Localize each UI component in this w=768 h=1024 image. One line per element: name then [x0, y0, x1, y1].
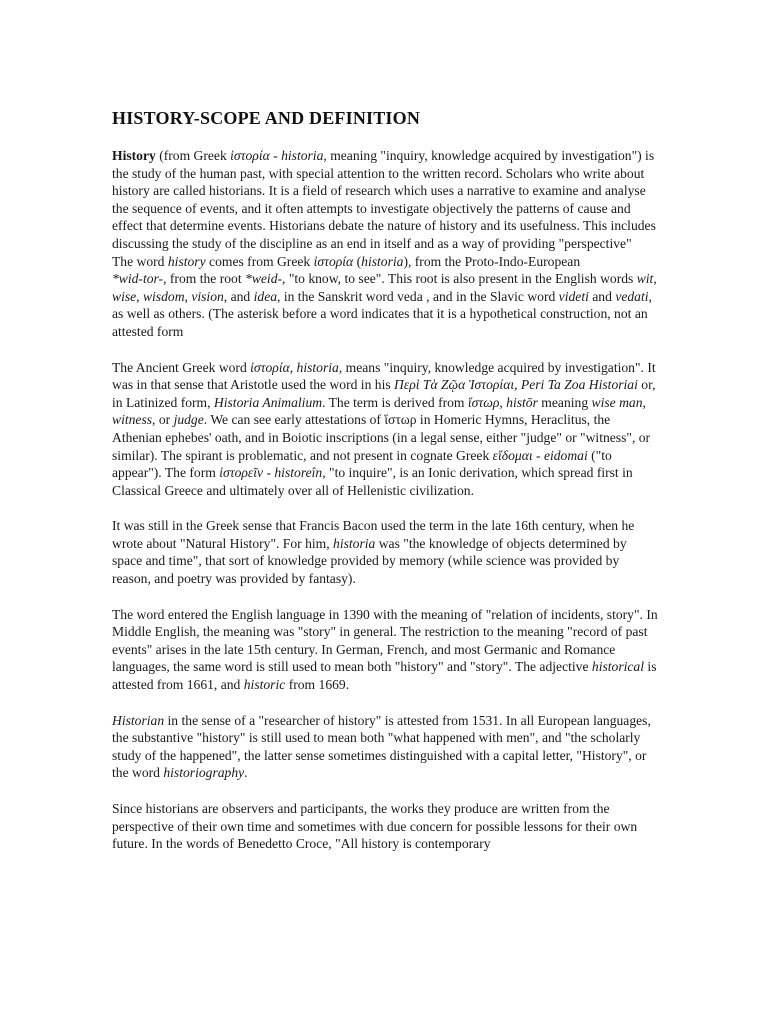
paragraph-english-language: The word entered the English language in 1390 with the meaning of "relation of incidents, story". In Middle English, the meaning was "story" in general. The restriction to the meaning "record of past events" arises in the late 15th century. In German, French, and most Germanic and Romance languages, the same word is still used to mean both "history" and "story". The adjective historical is attested from 1661, and historic from 1669.: [112, 606, 658, 693]
latin-word: historia: [281, 148, 324, 163]
paragraph-word-origin: The word history comes from Greek ἱστορία (historia), from the Proto-Indo-European *wid-tor-, from the root *weid-, "to know, to see". This root is also present in the English words wit, wise, wisdom, vision, and idea, in the Sanskrit word veda , and in the Slavic word videti and vedati, as well as others. (The asterisk before a word indicates that it is a hypothetical construction, not an attested form: [112, 253, 657, 339]
paragraph-observers: Since historians are observers and participants, the works they produce are written from the perspective of their own time and sometimes with due concern for possible lessons for their own future. In the words of Benedetto Croce, "All history is contemporary: [112, 801, 638, 852]
document-title: HISTORY-SCOPE AND DEFINITION: [112, 108, 421, 128]
term-history: History: [112, 148, 156, 163]
greek-word: ἱστορία: [230, 148, 270, 163]
paragraph-historian: Historian in the sense of a "researcher of history" is attested from 1531. In all European languages, the substantive "history" is still used to mean both "what happened with men", and "the scholarly study of the happened", the latter sense sometimes distinguished with a capital letter, "History", or the word historiography.: [112, 712, 651, 781]
greek-title: Περὶ Τὰ Ζῷα Ἱστορίαι: [394, 377, 515, 393]
greek-word: ἱστορία: [250, 359, 290, 375]
paragraph-history-definition: History (from Greek ἱστορία - historia, meaning "inquiry, knowledge acquired by investigation") is the study of the human past, with special attention to the written record. Scholars who write about history are called historians. It is a field of research which uses a narrative to examine and analyse the sequence of events, and it often attempts to investigate objectively the patterns of cause and effect that determine events. Historians debate the nature of history and its usefulness. This includes discussing the study of the discipline as an end in itself and as a way of providing "perspective": [112, 148, 656, 251]
paragraph-ancient-greek: The Ancient Greek word ἱστορία, historia, means "inquiry, knowledge acquired by investigation". It was in that sense that Aristotle used the word in his Περὶ Τὰ Ζῷα Ἱστορίαι, Peri Ta Zoa Historiai or, in Latinized form, Historia Animalium. The term is derived from ἵστωρ, histōr meaning wise man, witness, or judge. We can see early attestations of ἵστωρ in Homeric Hymns, Heraclitus, the Athenian ephebes' oath, and in Boiotic inscriptions (in a legal sense, either "judge" or "witness", or similar). The spirant is problematic, and not present in cognate Greek εἴδομαι - eidomai ("to appear"). The form ἱστορεῖν - historeîn, "to inquire", is an Ionic derivation, which spread first in Classical Greece and ultimately over all of Hellenistic civilization.: [112, 359, 656, 498]
paragraph-francis-bacon: It was still in the Greek sense that Francis Bacon used the term in the late 16th century, when he wrote about "Natural History". For him, historia was "the knowledge of objects determined by space and time", that sort of knowledge provided by memory (while science was provided by reason, and poetry was provided by fantasy).: [112, 518, 635, 587]
greek-word: ἱστορία: [313, 253, 354, 269]
document-body: [112, 108, 660, 871]
